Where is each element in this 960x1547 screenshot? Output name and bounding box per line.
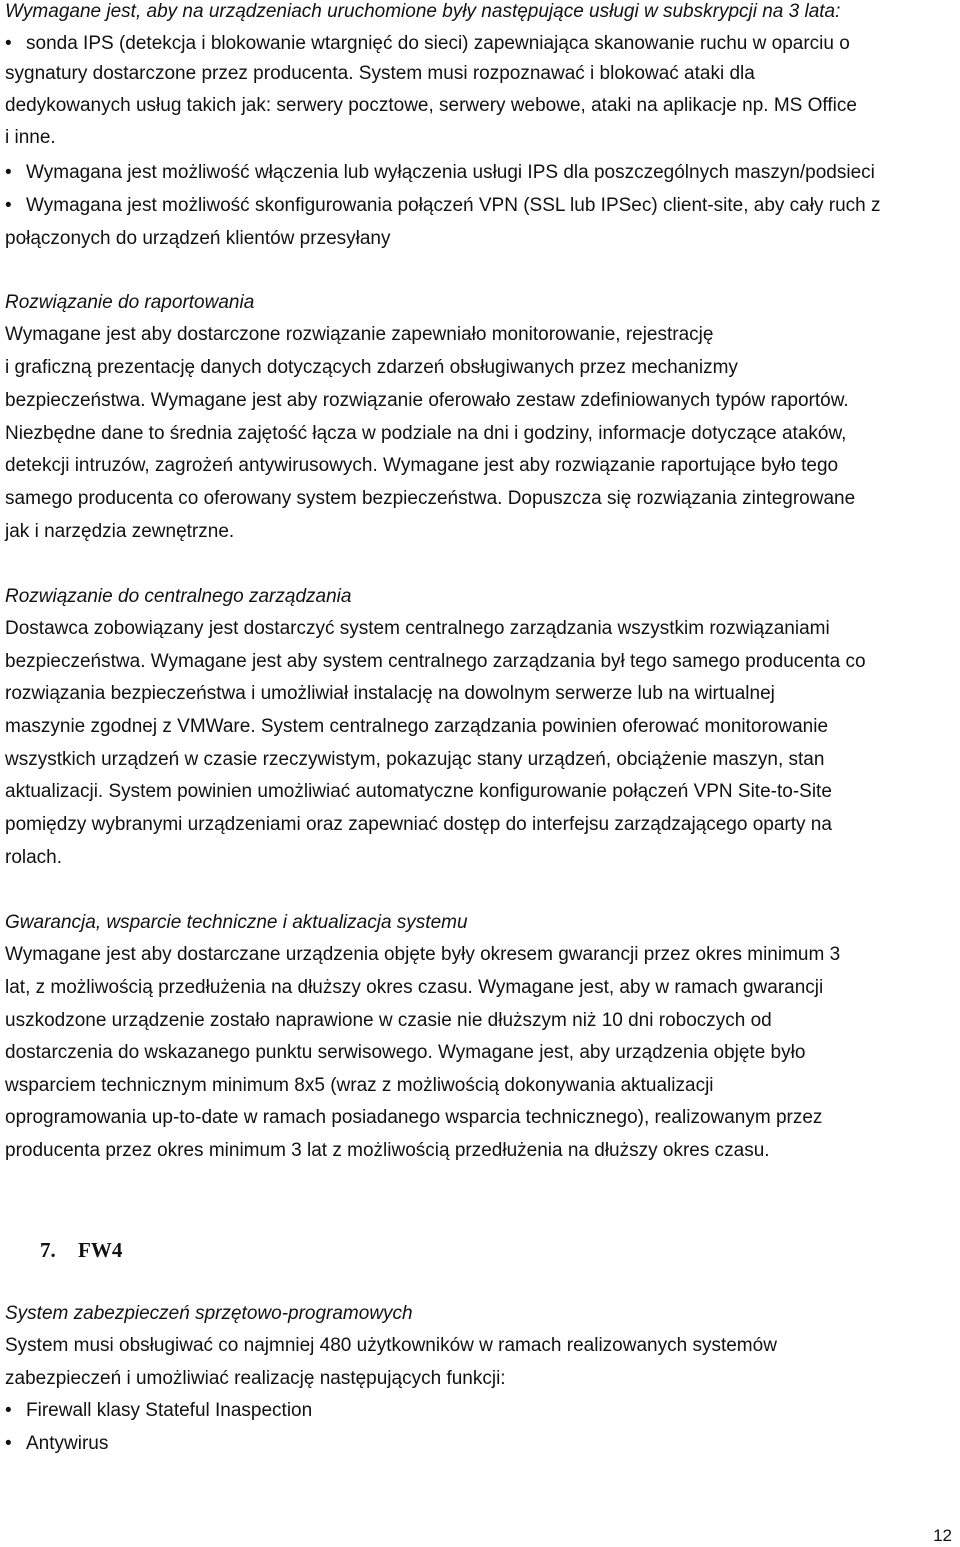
paragraph-line: wsparciem technicznym minimum 8x5 (wraz z możliwością dokonywania aktualizacji [5,1075,714,1096]
paragraph-line: zabezpieczeń i umożliwiać realizację następujących funkcji: [5,1368,506,1389]
bullet-icon: • [5,1400,12,1421]
bullet-text: Firewall klasy Stateful Inaspection [26,1400,313,1421]
section-title: Rozwiązanie do raportowania [5,292,255,313]
bullet-continuation: dedykowanych usług takich jak: serwery pocztowe, serwery webowe, ataki na aplikacje np. MS Office [5,95,857,116]
section-heading-title: FW4 [78,1238,123,1262]
paragraph-line: Niezbędne dane to średnia zajętość łącza w podziale na dni i godziny, informacje dotyczące ataków, [5,423,847,444]
bullet-item [5,1432,108,1456]
bullet-item [5,194,881,218]
paragraph-line: Wymagane jest aby dostarczane urządzenia objęte były okresem gwarancji przez okres minimum 3 [5,944,841,965]
paragraph-line: uszkodzone urządzenie zostało naprawione w czasie nie dłuższym niż 10 dni roboczych od [5,1010,772,1031]
bullet-icon: • [5,1433,12,1454]
paragraph-line: System musi obsługiwać co najmniej 480 użytkowników w ramach realizowanych systemów [5,1335,777,1356]
paragraph-line: bezpieczeństwa. Wymagane jest aby rozwiązanie oferowało zestaw zdefiniowanych typów raportów. [5,390,849,411]
subsection-title: System zabezpieczeń sprzętowo-programowych [5,1303,413,1324]
paragraph-line: aktualizacji. System powinien umożliwiać automatyczne konfigurowanie połączeń VPN Site-to-Site [5,781,832,802]
bullet-continuation: sygnatury dostarczone przez producenta. System musi rozpoznawać i blokować ataki dla [5,63,755,84]
paragraph-line: rozwiązania bezpieczeństwa i umożliwiał instalację na dowolnym serwerze lub na wirtualnej [5,683,775,704]
bullet-item [5,32,850,56]
paragraph-line: wszystkich urządzeń w czasie rzeczywistym, pokazując stany urządzeń, obciążenie maszyn, stan [5,749,825,770]
bullet-text: Antywirus [26,1433,109,1454]
bullet-icon: • [5,195,12,216]
paragraph-line: i graficzną prezentację danych dotyczących zdarzeń obsługiwanych przez mechanizmy [5,357,738,378]
paragraph-line: dostarczenia do wskazanego punktu serwisowego. Wymagane jest, aby urządzenia objęte było [5,1042,806,1063]
section-title: Rozwiązanie do centralnego zarządzania [5,586,352,607]
bullet-continuation: i inne. [5,127,56,148]
paragraph-line: rolach. [5,847,63,868]
paragraph-line: detekcji intruzów, zagrożeń antywirusowych. Wymagane jest aby rozwiązanie raportujące było tego [5,455,839,476]
paragraph-line: pomiędzy wybranymi urządzeniami oraz zapewniać dostęp do interfejsu zarządzającego oparty na [5,814,832,835]
section-number: 7. [40,1238,56,1262]
bullet-item [5,1399,312,1423]
paragraph-line: lat, z możliwością przedłużenia na dłuższy okres czasu. Wymagane jest, aby w ramach gwarancji [5,977,824,998]
bullet-text: sonda IPS (detekcja i blokowanie wtargnięć do sieci) zapewniająca skanowanie ruchu w oparciu o [26,33,850,54]
paragraph-line: samego producenta co oferowany system bezpieczeństwa. Dopuszcza się rozwiązania zintegrowane [5,488,856,509]
bullet-item [5,161,875,185]
bullet-text: Wymagana jest możliwość włączenia lub wyłączenia usługi IPS dla poszczególnych maszyn/podsieci [26,162,875,183]
bullet-text: Wymagana jest możliwość skonfigurowania połączeń VPN (SSL lub IPSec) client-site, aby cały ruch z [26,195,881,216]
page-number: 12 [933,1526,952,1545]
paragraph-line: Dostawca zobowiązany jest dostarczyć system centralnego zarządzania wszystkim rozwiązaniami [5,618,830,639]
paragraph-line: producenta przez okres minimum 3 lat z możliwością przedłużenia na dłuższy okres czasu. [5,1140,770,1161]
bullet-continuation: połączonych do urządzeń klientów przesyłany [5,228,391,249]
section-heading [40,1237,122,1263]
intro-heading: Wymagane jest, aby na urządzeniach uruchomione były następujące usługi w subskrypcji na 3 lata: [5,1,841,22]
paragraph-line: jak i narzędzia zewnętrzne. [5,521,235,542]
bullet-icon: • [5,162,12,183]
paragraph-line: Wymagane jest aby dostarczone rozwiązanie zapewniało monitorowanie, rejestrację [5,324,714,345]
section-title: Gwarancja, wsparcie techniczne i aktualizacja systemu [5,912,468,933]
paragraph-line: bezpieczeństwa. Wymagane jest aby system centralnego zarządzania był tego samego producenta co [5,651,866,672]
bullet-icon: • [5,33,12,54]
paragraph-line: maszynie zgodnej z VMWare. System centralnego zarządzania powinien oferować monitorowanie [5,716,829,737]
paragraph-line: oprogramowania up-to-date w ramach posiadanego wsparcia technicznego), realizowanym przez [5,1107,823,1128]
